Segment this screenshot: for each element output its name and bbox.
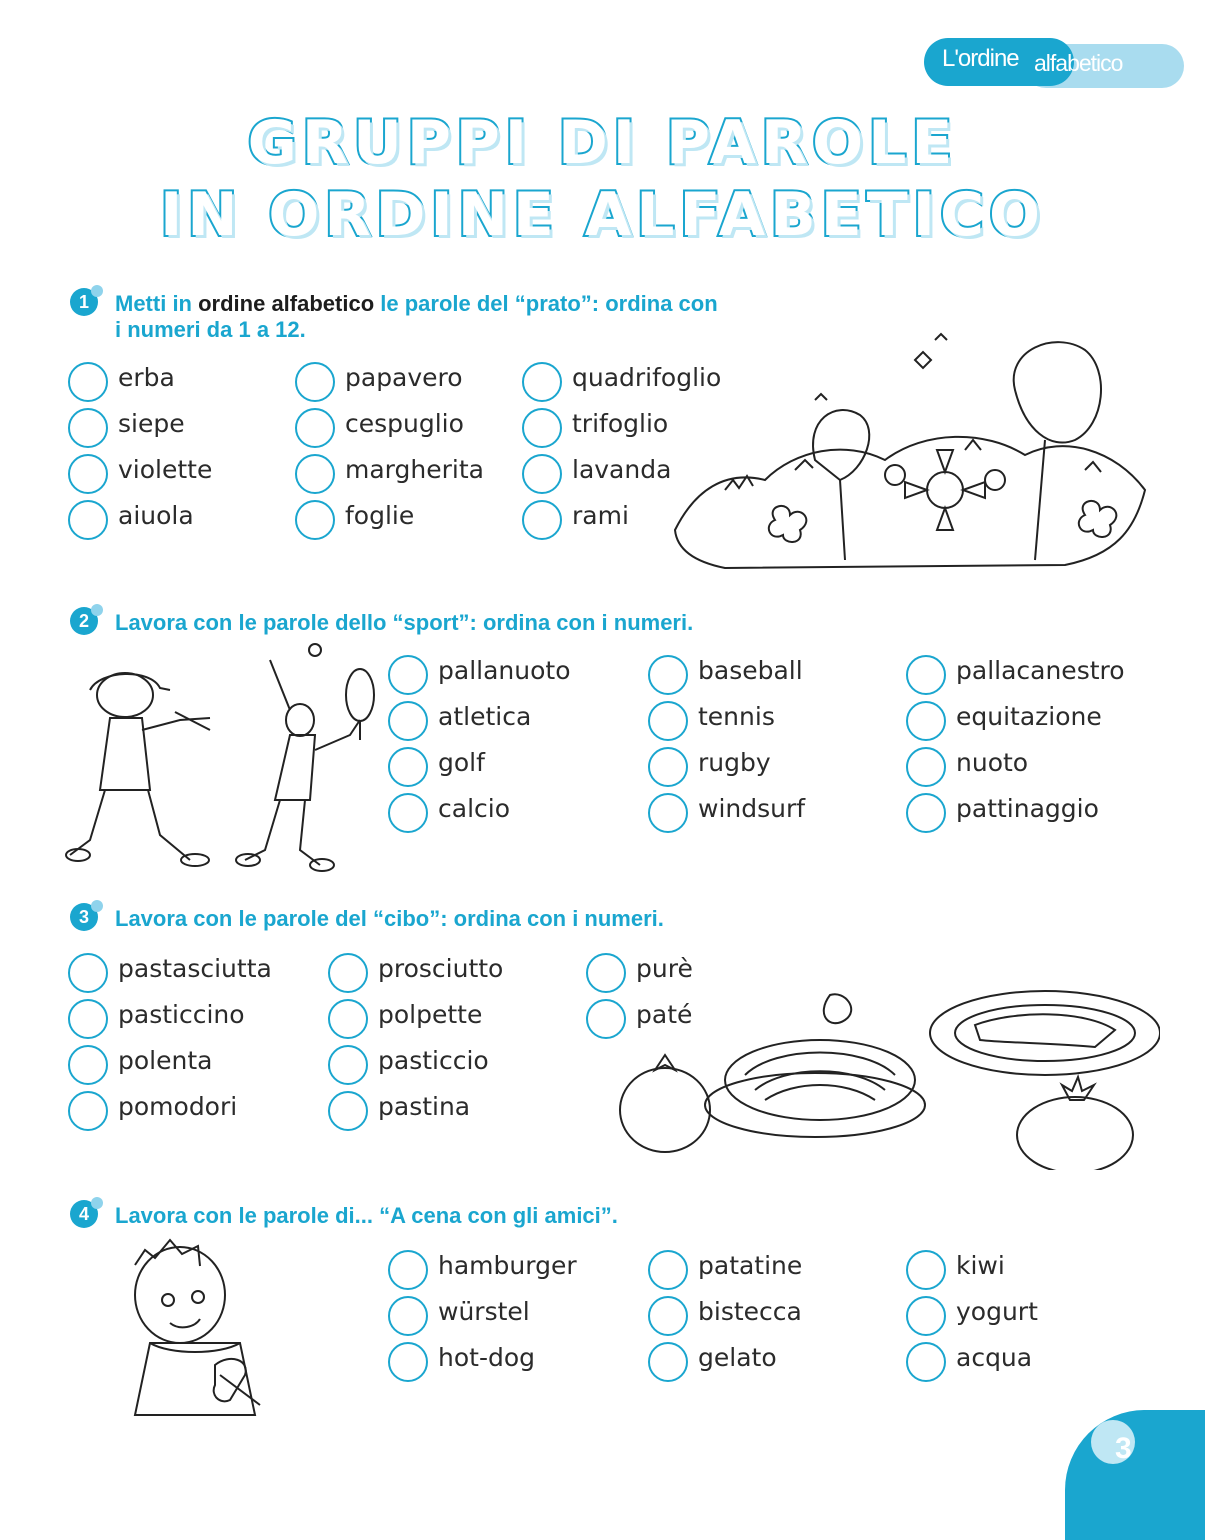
word-label: pasticcio [378,1046,489,1075]
word-label: hot-dog [438,1343,535,1372]
word-label: kiwi [956,1251,1005,1280]
answer-circle[interactable] [648,1250,688,1290]
answer-circle[interactable] [522,454,562,494]
page-number-badge [1065,1410,1205,1540]
answer-circle[interactable] [648,1342,688,1382]
word-label: erba [118,363,175,392]
answer-circle[interactable] [68,953,108,993]
section-tag [924,38,1186,90]
word-label: pattinaggio [956,794,1099,823]
word-label: equitazione [956,702,1102,731]
answer-circle[interactable] [906,747,946,787]
page-number: 3 [1115,1432,1132,1465]
answer-circle[interactable] [68,408,108,448]
answer-circle[interactable] [648,793,688,833]
sport-kids-illustration [60,640,380,875]
word-label: foglie [345,501,415,530]
word-label: acqua [956,1343,1033,1372]
word-label: nuoto [956,748,1029,777]
answer-circle[interactable] [522,500,562,540]
answer-circle[interactable] [388,793,428,833]
word-label: pallanuoto [438,656,571,685]
answer-circle[interactable] [295,408,335,448]
word-label: cespuglio [345,409,464,438]
exercise-number-3: 3 [70,903,98,931]
exercise-1-instruction: Metti in ordine alfabetico le parole del “prato”: ordina con i numeri da 1 a 12. [115,291,718,342]
answer-circle[interactable] [522,362,562,402]
answer-circle[interactable] [388,655,428,695]
answer-circle[interactable] [388,1296,428,1336]
answer-circle[interactable] [388,701,428,741]
page-title-line1: GRUPPI DI PAROLE [247,108,958,178]
word-label: paté [636,1000,693,1029]
word-label: siepe [118,409,185,438]
word-label: prosciutto [378,954,504,983]
word-label: lavanda [572,455,672,484]
word-label: yogurt [956,1297,1038,1326]
word-label: pallacanestro [956,656,1125,685]
exercise-4-instruction: Lavora con le parole di... “A cena con gli amici”. [115,1203,618,1228]
word-label: baseball [698,656,803,685]
meadow-flowers-illustration [665,330,1155,575]
word-label: quadrifoglio [572,363,722,392]
word-label: pomodori [118,1092,238,1121]
exercise-number-2: 2 [70,607,98,635]
food-illustration [615,985,1160,1170]
answer-circle[interactable] [906,1250,946,1290]
answer-circle[interactable] [68,999,108,1039]
word-label: pastina [378,1092,471,1121]
answer-circle[interactable] [68,1091,108,1131]
word-label: trifoglio [572,409,669,438]
answer-circle[interactable] [648,747,688,787]
answer-circle[interactable] [906,1342,946,1382]
word-label: bistecca [698,1297,802,1326]
word-label: tennis [698,702,775,731]
answer-circle[interactable] [328,999,368,1039]
exercise-number-1: 1 [70,288,98,316]
answer-circle[interactable] [68,500,108,540]
answer-circle[interactable] [906,655,946,695]
answer-circle[interactable] [295,500,335,540]
exercise-3-instruction: Lavora con le parole del “cibo”: ordina con i numeri. [115,906,664,931]
answer-circle[interactable] [388,1250,428,1290]
exercise-number-4: 4 [70,1200,98,1228]
word-label: calcio [438,794,510,823]
word-label: violette [118,455,213,484]
answer-circle[interactable] [295,454,335,494]
word-label: gelato [698,1343,777,1372]
word-label: würstel [438,1297,530,1326]
word-label: purè [636,954,693,983]
word-label: pastasciutta [118,954,272,983]
tag-text-alfabetico: alfabetico [1034,50,1123,76]
answer-circle[interactable] [906,793,946,833]
word-label: polpette [378,1000,483,1029]
word-label: rugby [698,748,771,777]
answer-circle[interactable] [648,701,688,741]
answer-circle[interactable] [906,1296,946,1336]
word-label: pasticcino [118,1000,245,1029]
word-label: rami [572,501,629,530]
answer-circle[interactable] [68,1045,108,1085]
word-label: hamburger [438,1251,577,1280]
answer-circle[interactable] [328,1091,368,1131]
word-label: papavero [345,363,463,392]
answer-circle[interactable] [522,408,562,448]
exercise-2-instruction: Lavora con le parole dello “sport”: ordina con i numeri. [115,610,694,635]
answer-circle[interactable] [388,747,428,787]
answer-circle[interactable] [68,454,108,494]
word-label: windsurf [698,794,806,823]
page-title-line2: IN ORDINE ALFABETICO [159,180,1046,250]
word-label: polenta [118,1046,213,1075]
answer-circle[interactable] [328,953,368,993]
word-label: margherita [345,455,484,484]
word-label: patatine [698,1251,803,1280]
answer-circle[interactable] [328,1045,368,1085]
answer-circle[interactable] [648,1296,688,1336]
answer-circle[interactable] [295,362,335,402]
answer-circle[interactable] [68,362,108,402]
word-label: aiuola [118,501,194,530]
tag-text-ordine: L'ordine [942,45,1019,72]
answer-circle[interactable] [648,655,688,695]
word-label: atletica [438,702,532,731]
boy-hotdog-illustration [120,1235,280,1420]
answer-circle[interactable] [906,701,946,741]
answer-circle[interactable] [388,1342,428,1382]
word-label: golf [438,748,485,777]
